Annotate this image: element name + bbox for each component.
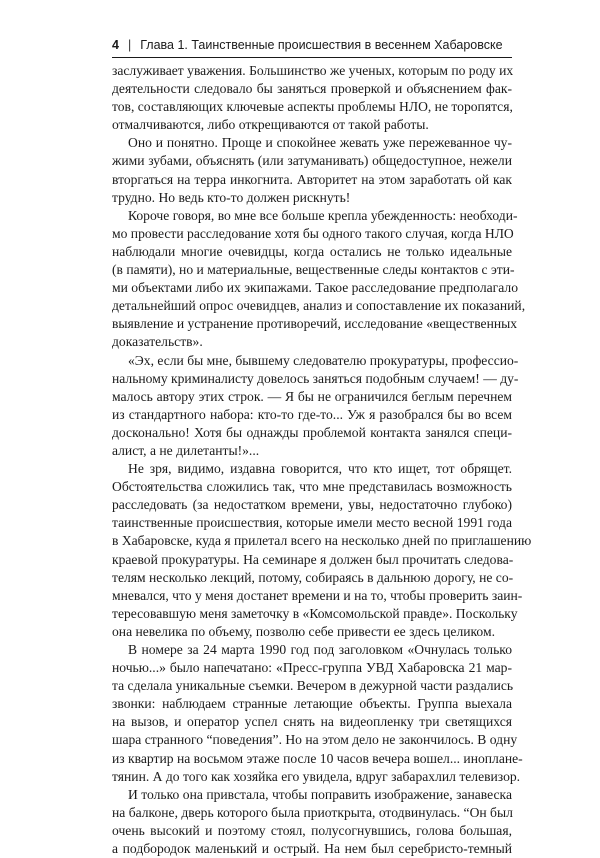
text-line: на балконе, дверь которого была приоткрыта, отодвинулась. “Он был [112,804,513,820]
chapter-title: Глава 1. Таинственные происшествия в весеннем Хабаровске [140,38,503,52]
paragraph-5 [112,460,532,641]
text-line: Не зря, видимо, издавна говорится, что кто ищет, тот обрящет. [128,461,512,477]
text-line: она невелика по объему, позволю себе привести ее здесь целиком. [112,623,495,639]
text-line: алист, а не дилетанты!»... [112,442,260,458]
text-line: тянин. А до того как хозяйка его увидела, вдруг забарахлил телевизор. [112,768,521,784]
text-line: досконально! Хотя бы однажды проблемой контакта занялся специ- [112,424,512,440]
paragraph-7 [112,786,512,858]
text-line: жими зубами, объяснять (или затуманивать) общедоступное, нежели [112,153,512,169]
text-line: в Хабаровске, куда я прилетал всего на несколько дней по приглашению [112,533,532,549]
text-line: телям несколько лекций, потому, собираясь в дальнюю дорогу, не со- [112,569,514,585]
text-line: деятельности следовало бы заняться проверкой и объяснением фак- [112,81,512,97]
paragraph-3 [112,207,526,352]
text-line: отмалчиваются, либо открещиваются от такой работы. [112,117,429,133]
paragraph-1 [112,62,512,134]
text-line: Обстоятельства сложились так, что мне представилась возможность [112,479,512,495]
text-line: ми объектами либо их экипажами. Такое расследование предполагало [112,280,518,296]
text-line: доказательств». [112,334,203,350]
text-line: вторгаться на терра инкогнита. Авторитет на этом заработать ой как [112,171,512,187]
text-line: Короче говоря, во мне все больше крепла убежденность: необходи- [128,207,518,223]
text-line: «Эх, если бы мне, бывшему следователю прокуратуры, профессио- [128,352,519,368]
text-line: из стандартного набора: кто-то где-то... Уж я разобрался бы во всем [112,406,512,422]
text-line: очень высокий и поэтому стоял, полусогнувшись, голова большая, [112,822,512,838]
text-line: тересовавшую меня заметочку в «Комсомольской правде». Поскольку [112,605,518,621]
page-number: 4 [112,38,119,52]
text-line: ночью...» было напечатано: «Пресс-группа УВД Хабаровска 21 мар- [112,660,512,676]
text-line: мо провести расследование хотя бы одного такого случая, когда НЛО [112,225,514,241]
text-line: нальному криминалисту довелось заняться подобным случаем! — ду- [112,370,519,386]
text-line: таинственные происшествия, которые имели место весной 1991 года [112,515,512,531]
text-line: а подбородок маленький и острый. На нем был серебристо-темный [112,841,512,857]
text-line: мневался, что у меня достанет времени и на то, чтобы проверить заин- [112,587,523,603]
text-line: та сделала уникальные съемки. Вечером в дежурной части раздались [112,678,514,694]
text-line: детальнейший опрос очевидцев, анализ и сопоставление их показаний, [112,298,526,314]
running-header [112,34,512,56]
text-line: наблюдали многие очевидцы, когда остались не только идеальные [112,243,512,259]
paragraph-6 [112,641,523,786]
text-line: трудно. Но ведь кто-то должен рискнуть! [112,189,351,205]
body-text [112,62,532,858]
text-line: шара странного “поведения”. Но на этом дело не закончилось. В одну [112,732,518,748]
paragraph-2 [112,134,512,206]
text-line: расследовать (за недостатком времени, увы, недостаточно глубоко) [112,497,512,513]
text-line: И только она привстала, чтобы поправить изображение, занавеска [128,786,512,802]
text-line: Оно и понятно. Проще и спокойнее жевать уже пережеванное чу- [128,135,512,151]
header-separator: | [127,38,132,52]
text-line: выявление и устранение противоречий, исследование «вещественных [112,316,518,332]
text-line: краевой прокуратуры. На семинаре я должен был прочитать следова- [112,551,514,567]
text-line: тов, составляющих ключевые аспекты проблемы НЛО, не торопятся, [112,99,513,115]
text-line: В номере за 24 марта 1990 год под заголовком «Очнулась только [128,642,512,657]
text-line: на вызов, и оператор успел снять на видеопленку три светящихся [112,714,512,730]
header-rule [112,57,512,58]
text-line: из квартир на восьмом этаже после 10 часов вечера вошел... инопланe- [112,750,523,766]
text-line: (в памяти), но и материальные, вещественные следы контактов с эти- [112,262,515,278]
text-line: заслуживает уважения. Большинство же ученых, которым по роду их [112,63,514,78]
text-line: малось автору этих строк. — Я бы не ограничился беглым перечнем [112,388,512,404]
paragraph-4 [112,352,519,461]
text-line: звонки: наблюдаем странные летающие объекты. Группа выехала [112,696,512,712]
